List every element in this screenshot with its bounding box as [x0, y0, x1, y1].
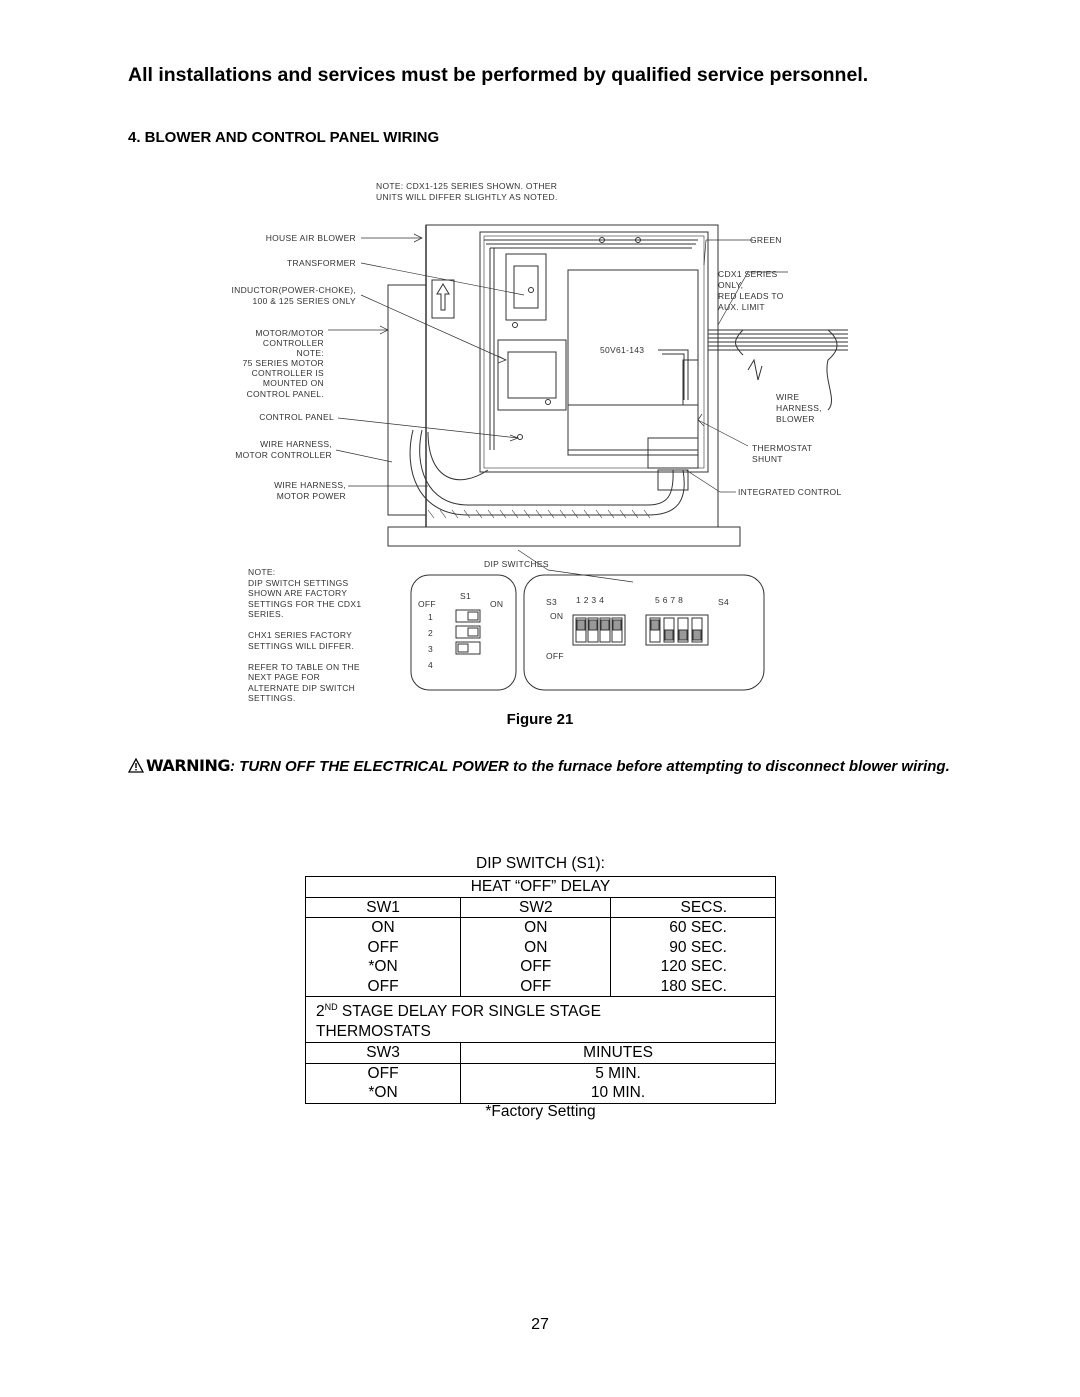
header-sw1: SW1 [306, 897, 461, 918]
s3-on: ON [550, 611, 564, 621]
label-dip-switches: DIP SWITCHES [484, 559, 549, 569]
factory-setting-note: *Factory Setting [485, 1103, 596, 1120]
label-motor-4: 75 SERIES MOTOR [242, 358, 324, 368]
s3-off: OFF [546, 651, 564, 661]
s1-on: ON [490, 599, 504, 609]
header-secs: SECS. [611, 897, 776, 918]
integrated-control-board [568, 270, 698, 450]
label-wire-harness-mp-1: WIRE HARNESS, [274, 480, 346, 490]
s1-pos-3: 3 [428, 644, 434, 654]
note-bottom-3: SHOWN ARE FACTORY [248, 588, 348, 598]
table-cell: 10 MIN. [461, 1083, 776, 1103]
stage-title-num: 2 [316, 1003, 325, 1020]
s3-numbers: 1 2 3 4 [576, 595, 605, 605]
dip-s3-s4-enclosure [524, 575, 764, 690]
label-cdx1-3: RED LEADS TO [718, 291, 784, 301]
table-cell: 120 SEC. [611, 957, 776, 977]
s3-label: S3 [546, 597, 557, 607]
s4-label: S4 [718, 597, 729, 607]
label-wire-harness-mc-2: MOTOR CONTROLLER [235, 450, 332, 460]
table-cell: *ON [306, 1083, 461, 1103]
section-title: 4. BLOWER AND CONTROL PANEL WIRING [128, 129, 440, 146]
label-transformer: TRANSFORMER [287, 258, 356, 268]
table-cell: OFF [306, 977, 461, 997]
label-cdx1-1: CDX1 SERIES [718, 269, 778, 279]
figure-caption: Figure 21 [506, 711, 574, 728]
fig-note-top-2: UNITS WILL DIFFER SLIGHTLY AS NOTED. [376, 192, 558, 202]
label-wire-harness-blower-2: HARNESS, [776, 403, 822, 413]
note-bottom-1: NOTE: [248, 567, 276, 577]
table-cell: OFF [461, 957, 611, 977]
note-bottom-11: NEXT PAGE FOR [248, 672, 321, 682]
label-thermostat-shunt-1: THERMOSTAT [752, 443, 813, 453]
label-green: GREEN [750, 235, 782, 245]
table-cell: 60 SEC. [611, 918, 776, 938]
label-motor-2: CONTROLLER [262, 338, 324, 348]
warning-label: WARNING [146, 756, 230, 775]
note-bottom-8: SETTINGS WILL DIFFER. [248, 641, 355, 651]
note-bottom-2: DIP SWITCH SETTINGS [248, 578, 349, 588]
note-bottom-12: ALTERNATE DIP SWITCH [248, 683, 356, 693]
table-cell: 180 SEC. [611, 977, 776, 997]
table-cell: ON [461, 938, 611, 958]
label-wire-harness-mp-2: MOTOR POWER [276, 491, 346, 501]
s1-pos-2: 2 [428, 628, 434, 638]
table-caption: DIP SWITCH (S1): [476, 855, 605, 872]
table-cell: *ON [306, 957, 461, 977]
wiring-diagram [228, 170, 878, 715]
label-inductor-1: INDUCTOR(POWER-CHOKE), [231, 285, 356, 295]
page-number: 27 [531, 1316, 549, 1333]
label-inductor-2: 100 & 125 SERIES ONLY [252, 296, 356, 306]
table-cell: 90 SEC. [611, 938, 776, 958]
label-cdx1-2: ONLY, [718, 280, 744, 290]
warning-block [128, 755, 968, 779]
dip-switch-table [305, 876, 776, 1104]
heat-delay-title: HEAT “OFF” DELAY [306, 877, 776, 898]
note-bottom-5: SERIES. [248, 609, 284, 619]
label-motor-3: NOTE: [296, 348, 324, 358]
note-bottom-7: CHX1 SERIES FACTORY [248, 630, 353, 640]
fig-note-top-1: NOTE: CDX1-125 SERIES SHOWN. OTHER [376, 181, 558, 191]
label-motor-6: MOUNTED ON [262, 378, 324, 388]
label-motor-7: CONTROL PANEL. [246, 389, 324, 399]
label-wire-harness-mc-1: WIRE HARNESS, [260, 439, 332, 449]
furnace-base [388, 527, 740, 546]
table-cell: OFF [306, 938, 461, 958]
note-bottom-10: REFER TO TABLE ON THE [248, 662, 360, 672]
stage-title-rest: STAGE DELAY FOR SINGLE STAGE [337, 1003, 601, 1020]
table-cell: ON [306, 918, 461, 938]
s1-pos-1: 1 [428, 612, 434, 622]
board-id: 50V61-143 [600, 345, 645, 355]
header-sw2: SW2 [461, 897, 611, 918]
note-bottom-4: SETTINGS FOR THE CDX1 [248, 599, 362, 609]
label-thermostat-shunt-2: SHUNT [752, 454, 783, 464]
header-minutes: MINUTES [461, 1043, 776, 1064]
label-wire-harness-blower-1: WIRE [776, 392, 800, 402]
label-motor-5: CONTROLLER IS [251, 368, 324, 378]
warning-triangle-icon [128, 758, 144, 779]
stage-title-sup: ND [324, 1002, 338, 1012]
table-cell: OFF [306, 1063, 461, 1083]
table-cell: 5 MIN. [461, 1063, 776, 1083]
dip-s1-switches [456, 610, 480, 654]
dip-s4-switches [646, 615, 708, 645]
warning-text: : TURN OFF THE ELECTRICAL POWER to the furnace before attempting to disconnect blower wiring. [230, 758, 950, 775]
s4-numbers: 5 6 7 8 [655, 595, 684, 605]
stage-title-line2: THERMOSTATS [316, 1023, 431, 1040]
dip-s3-switches [573, 615, 625, 645]
s1-pos-4: 4 [428, 660, 434, 670]
table-cell: ON [461, 918, 611, 938]
table-cell: OFF [461, 977, 611, 997]
label-control-panel: CONTROL PANEL [259, 412, 334, 422]
label-integrated-control: INTEGRATED CONTROL [738, 487, 842, 497]
label-cdx1-4: AUX. LIMIT [718, 302, 765, 312]
blower-housing [388, 285, 426, 515]
note-bottom-13: SETTINGS. [248, 693, 296, 703]
s1-off: OFF [418, 599, 436, 609]
safety-header: All installations and services must be performed by qualified service personnel. [128, 64, 869, 86]
header-sw3: SW3 [306, 1043, 461, 1064]
stage-delay-title [306, 997, 776, 1043]
transformer-shape [506, 254, 546, 320]
label-motor-1: MOTOR/MOTOR [255, 328, 324, 338]
label-wire-harness-blower-3: BLOWER [776, 414, 815, 424]
label-house-air-blower: HOUSE AIR BLOWER [265, 233, 356, 243]
s1-label: S1 [460, 591, 471, 601]
